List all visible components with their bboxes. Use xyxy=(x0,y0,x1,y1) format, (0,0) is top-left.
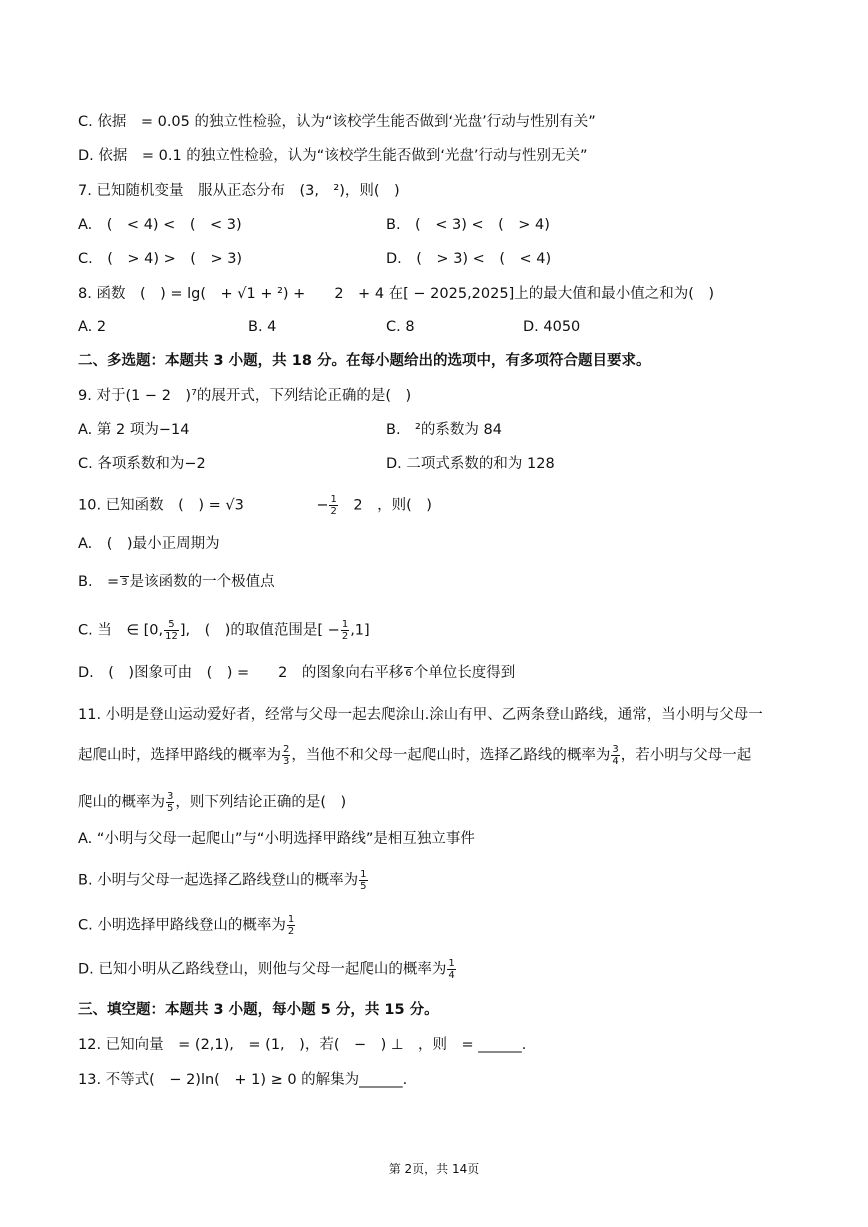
q10-option-c xyxy=(78,619,370,642)
q11-d-text: D. 已知小明从乙路线登山，则他与父母一起爬山的概率为 xyxy=(78,961,447,978)
q8-option-d: D. 4050 xyxy=(523,319,581,335)
fraction-five-twelve: $\frac{5}{12}$ xyxy=(165,619,178,642)
q11-l2-b: ，当他不和父母一起爬山时，选择乙路线的概率为 xyxy=(291,747,611,764)
page-footer: 第 2页，共 14页 xyxy=(388,1162,480,1176)
q11-l3-b: ，则下列结论正确的是( ) xyxy=(175,794,347,811)
q10-d-pre: D. ( )图象可由 ( ) = 2 的图象向右平移 xyxy=(78,665,404,681)
q11-l2-c: ，若小明与父母一起 xyxy=(620,747,752,764)
fraction-three-four: $\frac{3}{4}$ xyxy=(612,744,619,767)
q10-c-mid: ], ( )的取值范围是[ − xyxy=(179,622,340,639)
option-d-prev: D. 依据 = 0.1 的独立性检验，认为“该校学生能否做到‘光盘’行动与性别无关” xyxy=(78,148,588,164)
option-c-prev: C. 依据 = 0.05 的独立性检验，认为“该校学生能否做到‘光盘’行动与性别有关” xyxy=(78,114,596,130)
q7-option-d: D. ( > 3) < ( < 4) xyxy=(386,251,552,267)
q11-option-c xyxy=(78,914,296,937)
q9-option-a: A. 第 2 项为−14 xyxy=(78,422,190,438)
question-10 xyxy=(78,494,432,517)
q8-option-b: B. 4 xyxy=(248,319,277,335)
q11-option-a: A. “小明与父母一起爬山”与“小明选择甲路线”是相互独立事件 xyxy=(78,831,475,847)
q11-option-b xyxy=(78,869,369,892)
q8-option-c: C. 8 xyxy=(386,319,415,335)
q9-option-b: B. ²的系数为 84 xyxy=(386,422,502,438)
fraction-b: 3 xyxy=(121,577,128,588)
section-2-heading: 二、多选题：本题共 3 小题，共 18 分。在每小题给出的选项中，有多项符合题目要求。 xyxy=(78,353,651,369)
q11-c-text: C. 小明选择甲路线登山的概率为 xyxy=(78,917,286,934)
question-8: 8. 函数 ( ) = lg( + √1 + ²) + 2 + 4 在[ − 2025,2025]上的最大值和最小值之和为( ) xyxy=(78,286,715,302)
q10-text-post: 2 ，则( ) xyxy=(338,497,432,514)
q10-option-d xyxy=(78,664,515,682)
fraction-one-two: $\frac{1}{2}$ xyxy=(287,914,295,937)
question-11-line-2 xyxy=(78,744,751,767)
fraction-one-four: $\frac{1}{4}$ xyxy=(448,958,455,981)
q7-option-b: B. ( < 3) < ( > 4) xyxy=(386,217,550,233)
q9-option-d: D. 二项式系数的和为 128 xyxy=(386,456,555,472)
section-3-heading: 三、填空题：本题共 3 小题，每小题 5 分，共 15 分。 xyxy=(78,1002,439,1018)
question-9: 9. 对于(1 − 2 )⁷的展开式，下列结论正确的是( ) xyxy=(78,388,412,404)
q10-option-a: A. ( )最小正周期为 xyxy=(78,536,220,552)
q7-option-c: C. ( > 4) > ( > 3) xyxy=(78,251,243,267)
q11-b-text: B. 小明与父母一起选择乙路线登山的概率为 xyxy=(78,872,359,889)
q10-c-post: ,1] xyxy=(350,622,370,639)
fraction-d: 6 xyxy=(405,668,412,679)
question-11-line-1: 11. 小明是登山运动爱好者，经常与父母一起去爬涂山.涂山有甲、乙两条登山路线，通常，当小明与父母一 xyxy=(78,707,763,723)
q11-l3-a: 爬山的概率为 xyxy=(78,794,165,811)
q11-l2-a: 起爬山时，选择甲路线的概率为 xyxy=(78,747,281,764)
q7-option-a: A. ( < 4) < ( < 3) xyxy=(78,217,242,233)
q8-option-a: A. 2 xyxy=(78,319,107,335)
fraction-half: $\frac{1}{2}$ xyxy=(330,494,337,517)
q10-b-pre: B. = xyxy=(78,574,120,590)
question-11-line-3 xyxy=(78,791,346,814)
q10-c-pre: C. 当 ∈ [0, xyxy=(78,622,164,639)
q10-d-post: 个单位长度得到 xyxy=(413,665,516,681)
q11-option-d xyxy=(78,958,457,981)
q10-b-post: 是该函数的一个极值点 xyxy=(129,574,275,590)
q9-option-c: C. 各项系数和为−2 xyxy=(78,456,206,472)
question-12: 12. 已知向量 = (2,1), = (1, )，若( − ) ⊥ ，则 = ______. xyxy=(78,1037,527,1053)
fraction-one-five: $\frac{1}{5}$ xyxy=(360,869,367,892)
question-7: 7. 已知随机变量 服从正态分布 (3, ²)，则( ) xyxy=(78,183,400,199)
fraction-three-five: $\frac{3}{5}$ xyxy=(167,791,174,814)
q10-option-b xyxy=(78,573,275,591)
question-13: 13. 不等式( − 2)ln( + 1) ≥ 0 的解集为______. xyxy=(78,1072,408,1088)
fraction-half-c: $\frac{1}{2}$ xyxy=(341,619,349,642)
fraction-two-three: $\frac{2}{3}$ xyxy=(283,744,290,767)
q10-text-pre: 10. 已知函数 ( ) = √3 − xyxy=(78,497,329,514)
